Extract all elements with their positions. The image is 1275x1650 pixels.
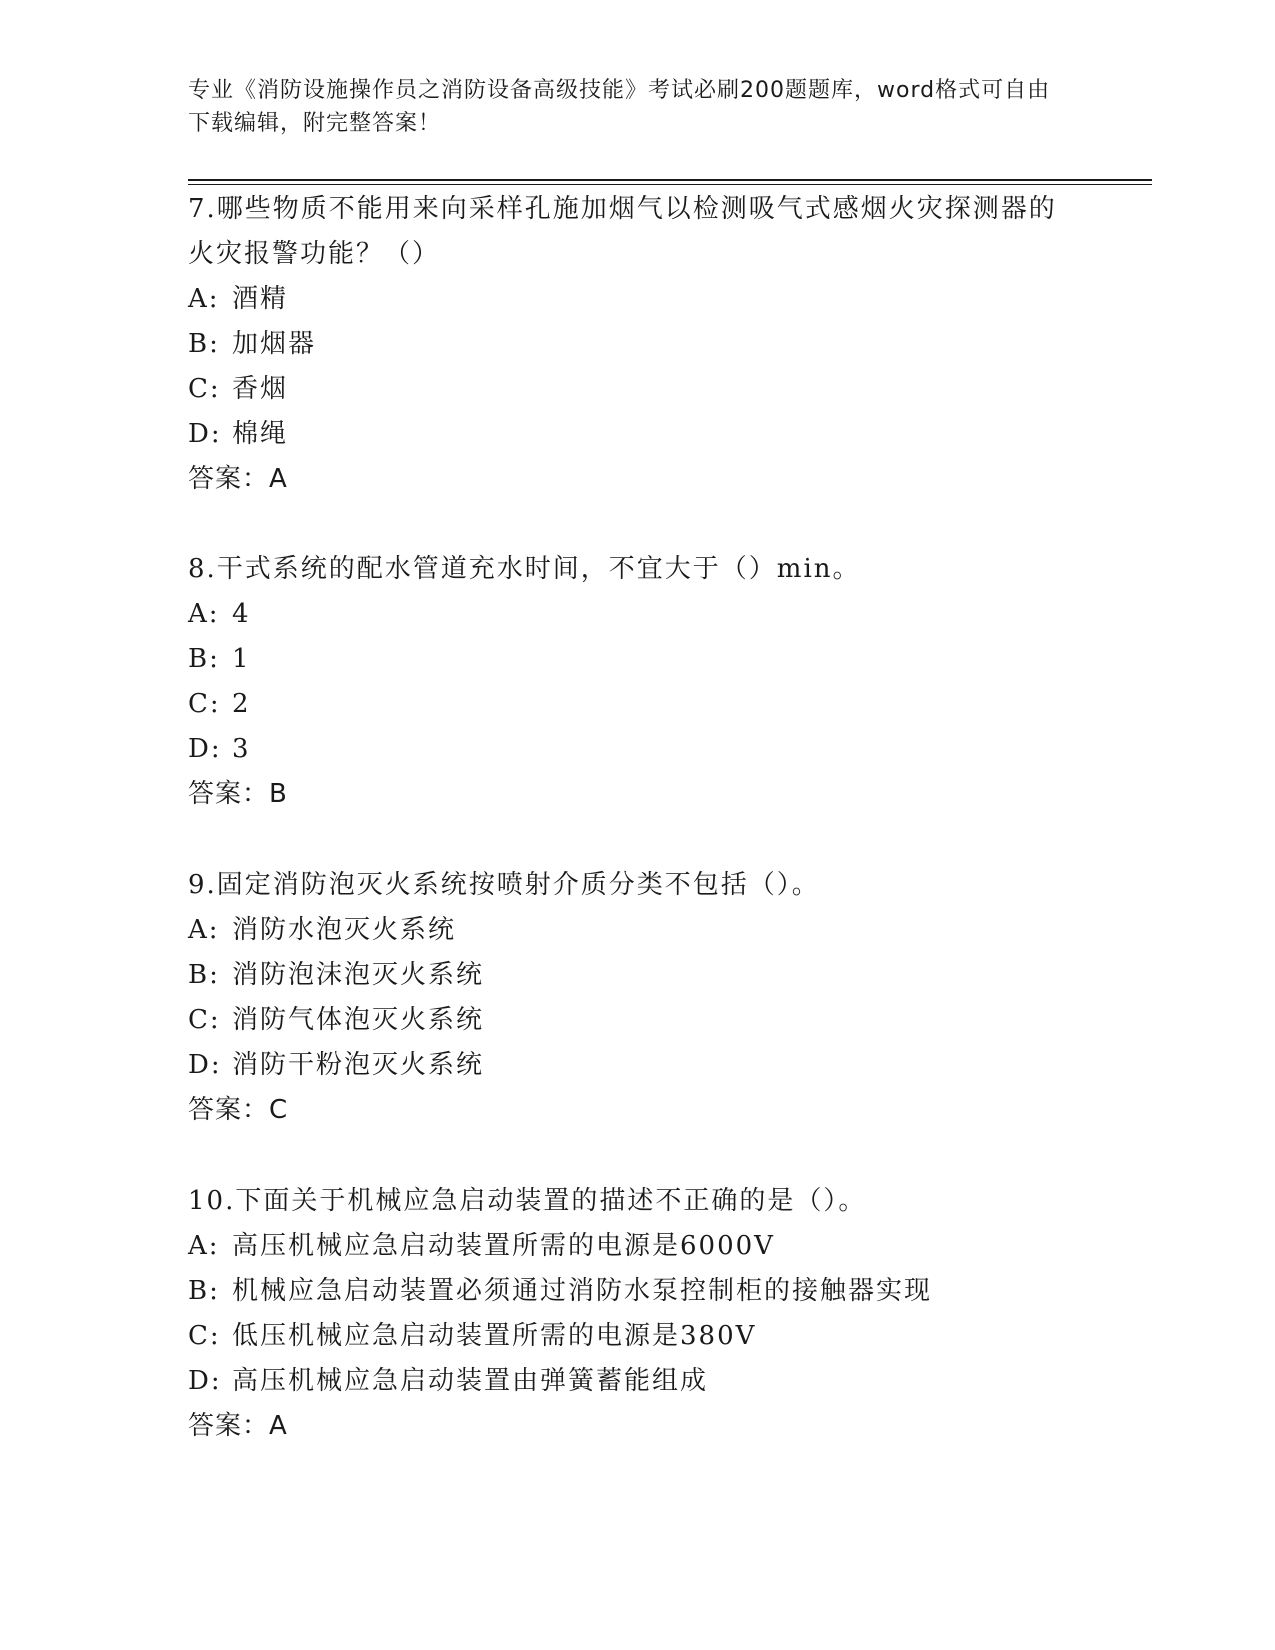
- option-key: D:: [188, 734, 222, 764]
- answer-line: 答案：A: [188, 1411, 288, 1441]
- question-stem: 9.固定消防泡灭火系统按喷射介质分类不包括（）。: [188, 870, 820, 900]
- option-c: [188, 998, 1068, 1043]
- option-text: 4: [232, 599, 251, 629]
- option-key: C:: [188, 1321, 221, 1351]
- option-text: 消防水泡灭火系统: [232, 915, 457, 945]
- option-b: [188, 953, 1068, 998]
- question-10: [188, 1179, 1068, 1449]
- option-key: A:: [188, 599, 220, 629]
- option-key: D:: [188, 1050, 222, 1080]
- option-key: C:: [188, 1005, 221, 1035]
- option-text: 酒精: [232, 284, 289, 314]
- option-text: 1: [232, 644, 251, 674]
- answer-line: 答案：C: [188, 1095, 289, 1125]
- header-divider-thin: [188, 184, 1152, 185]
- option-text: 消防气体泡灭火系统: [232, 1005, 485, 1035]
- option-text: 低压机械应急启动装置所需的电源是380V: [232, 1321, 757, 1351]
- question-9: [188, 863, 1068, 1133]
- option-c: [188, 1314, 1068, 1359]
- option-key: B:: [188, 1276, 220, 1306]
- option-d: [188, 1043, 1068, 1088]
- option-key: C:: [188, 689, 221, 719]
- option-d: [188, 412, 1068, 457]
- answer-line: 答案：A: [188, 464, 288, 494]
- option-key: B:: [188, 329, 220, 359]
- question-8: [188, 547, 1068, 817]
- option-key: B:: [188, 960, 220, 990]
- option-c: [188, 367, 1068, 412]
- question-stem: 8.干式系统的配水管道充水时间，不宜大于（）min。: [188, 554, 861, 584]
- option-b: [188, 637, 1068, 682]
- option-key: D:: [188, 419, 222, 449]
- option-d: [188, 1359, 1068, 1404]
- option-key: B:: [188, 644, 220, 674]
- header-divider-thick: [188, 179, 1152, 181]
- option-d: [188, 727, 1068, 772]
- option-text: 高压机械应急启动装置由弹簧蓄能组成: [232, 1366, 709, 1396]
- option-text: 香烟: [232, 374, 289, 404]
- question-stem: 10.下面关于机械应急启动装置的描述不正确的是（）。: [188, 1186, 867, 1216]
- option-key: C:: [188, 374, 221, 404]
- option-text: 棉绳: [232, 419, 289, 449]
- option-text: 3: [232, 734, 251, 764]
- option-key: D:: [188, 1366, 222, 1396]
- document-header: 专业《消防设施操作员之消防设备高级技能》考试必刷200题题库，word格式可自由下载编辑，附完整答案！: [188, 78, 1051, 136]
- option-key: A:: [188, 1231, 220, 1261]
- option-text: 机械应急启动装置必须通过消防水泵控制柜的接触器实现: [232, 1276, 933, 1306]
- option-text: 高压机械应急启动装置所需的电源是6000V: [232, 1231, 775, 1261]
- option-a: [188, 908, 1068, 953]
- option-text: 加烟器: [232, 329, 317, 359]
- option-key: A:: [188, 915, 220, 945]
- option-a: [188, 592, 1068, 637]
- answer-line: 答案：B: [188, 779, 288, 809]
- option-text: 消防干粉泡灭火系统: [232, 1050, 485, 1080]
- option-a: [188, 1224, 1068, 1269]
- option-key: A:: [188, 284, 220, 314]
- question-stem: 7.哪些物质不能用来向采样孔施加烟气以检测吸气式感烟火灾探测器的火灾报警功能？（）: [188, 194, 1057, 269]
- option-text: 消防泡沫泡灭火系统: [232, 960, 485, 990]
- option-text: 2: [232, 689, 251, 719]
- option-a: [188, 277, 1068, 322]
- option-c: [188, 682, 1068, 727]
- option-b: [188, 322, 1068, 367]
- question-7: [188, 187, 1068, 502]
- option-b: [188, 1269, 1068, 1314]
